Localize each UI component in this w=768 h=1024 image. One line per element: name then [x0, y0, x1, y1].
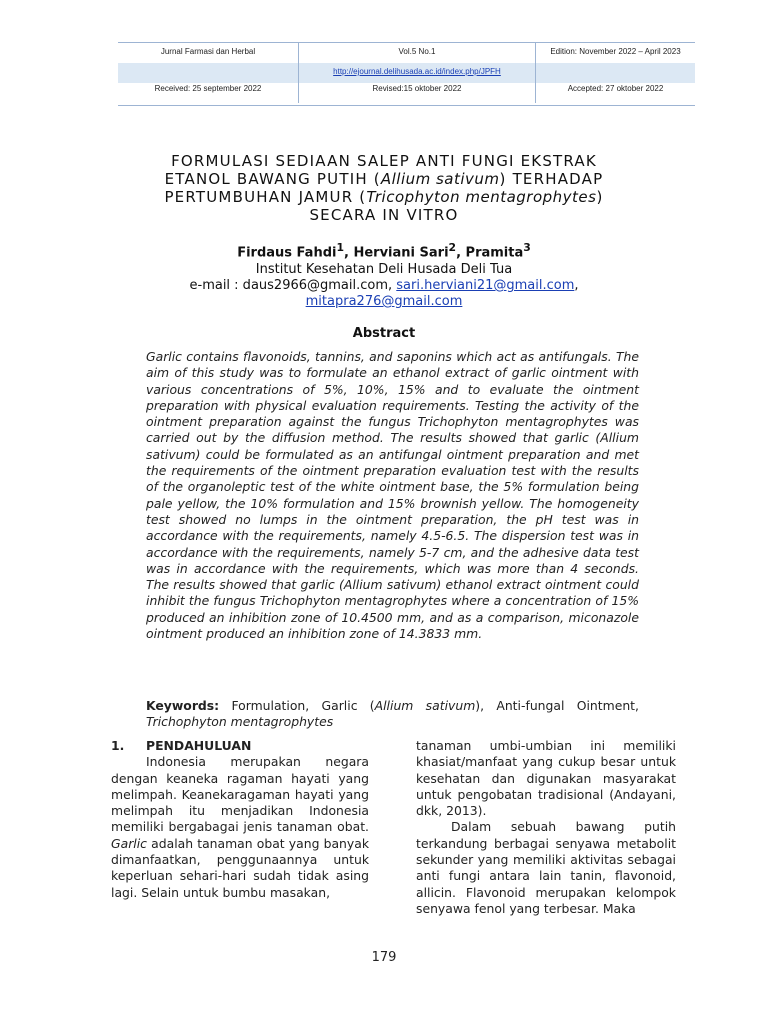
author-list: Firdaus Fahdi$^1$, Herviani Sari$^2$, Pramita$^3$ — [237, 241, 531, 261]
email-link[interactable]: sari.herviani21@gmail.com — [396, 278, 575, 293]
affiliation: Institut Kesehatan Deli Husada Deli Tua — [255, 262, 513, 277]
title-line: ETANOL BAWANG PUTIH (Allium sativum) TERHADAP — [164, 170, 604, 188]
page-number: 179 — [371, 950, 397, 965]
abstract-text: Garlic contains flavonoids, tannins, and saponins which act as antifungals. The aim of this study was to formulate an ethanol extract of garlic ointment with various concentrations of 5%, 10%, 15% and to evaluate the ointment preparation with physical evaluation requirements. Testing the activity of the ointment preparation against the fungus Trichophyton mentagrophytes was carried out by the diffusion method. The results showed that garlic (Allium sativum) could be formulated as an antifungal ointment preparation and met the requirements of the ointment preparation evaluation test with the results of the organoleptic test of the white ointment base, the 5% formulation being pale yellow, the 10% formulation and 15% brownish yellow. The homogeneity test showed no lumps in the ointment preparation, the pH test was in accordance with the requirements, namely 4.5-6.5. The dispersion test was in accordance with the requirements, namely 5-7 cm, and the adhesive data test was in accordance with the requirements, which was more than 4 seconds. The results showed that garlic (Allium sativum) ethanol extract ointment could inhibit the fungus Trichophyton mentagrophytes where a concentration of 15% produced an inhibition zone of 10.4500 mm, and as a comparison, miconazole ointment produced an inhibition zone of 14.3833 mm. — [146, 349, 639, 642]
body-paragraph: Dalam sebuah bawang putih terkandung berbagai senyawa metabolit sekunder yang memiliki aktivitas sebagai anti fungi antara lain tanin, flavonoid, allicin. Flavonoid merupakan kelompok senyawa fenol yang terbesar. Maka — [416, 819, 676, 916]
body-paragraph: Indonesia merupakan negara dengan keaneka ragaman hayati yang melimpah. Keanekaragaman hayati yang melimpah itu menjadikan Indonesia memiliki bergabagai jenis tanaman obat. Garlic adalah tanaman obat yang banyak dimanfaatkan, penggunaannya untuk keperluan sehari-hari sudah tidak asing lagi. Selain untuk bumbu masakan, — [111, 754, 369, 900]
received-date: Received: 25 september 2022 — [154, 84, 262, 93]
email-line: e-mail : daus2966@gmail.com, sari.herviani21@gmail.com, — [189, 278, 579, 293]
journal-url-cell — [298, 63, 536, 83]
abstract-heading: Abstract — [352, 326, 416, 341]
header-row-2 — [118, 63, 695, 83]
revised-date: Revised:15 oktober 2022 — [298, 83, 536, 103]
section-heading: 1. PENDAHULUAN — [111, 738, 252, 753]
body-paragraph: tanaman umbi-umbian ini memiliki khasiat/manfaat yang cukup besar untuk kesehatan dan digunakan masyarakat untuk pengobatan tradisional (Andayani, dkk, 2013). — [416, 738, 676, 819]
journal-volume: Vol.5 No.1 — [298, 43, 536, 63]
header-row-3 — [118, 83, 695, 103]
paper-title — [100, 152, 668, 224]
body-column-right — [416, 738, 676, 917]
journal-header-table — [118, 42, 695, 106]
journal-name: Jurnal Farmasi dan Herbal — [160, 47, 256, 56]
journal-url-link[interactable]: http://ejournal.delihusada.ac.id/index.php/JPFH — [333, 67, 501, 76]
keywords-label: Keywords: — [146, 698, 220, 713]
journal-edition: Edition: November 2022 – April 2023 — [550, 47, 681, 56]
title-line: SECARA IN VITRO — [309, 206, 459, 224]
email-line — [0, 294, 768, 309]
body-column-left — [111, 738, 369, 901]
title-line: FORMULASI SEDIAAN SALEP ANTI FUNGI EKSTRAK — [171, 152, 597, 170]
header-row-1 — [118, 43, 695, 63]
header-empty-cell — [118, 63, 298, 83]
email-link[interactable]: mitapra276@gmail.com — [305, 294, 463, 309]
keywords: Keywords: Formulation, Garlic (Allium sativum), Anti-fungal Ointment, Trichophyton mentagrophytes — [146, 698, 639, 730]
accepted-date: Accepted: 27 oktober 2022 — [567, 84, 664, 93]
header-empty-cell — [536, 63, 695, 83]
title-line: PERTUMBUHAN JAMUR (Tricophyton mentagrophytes) — [164, 188, 604, 206]
